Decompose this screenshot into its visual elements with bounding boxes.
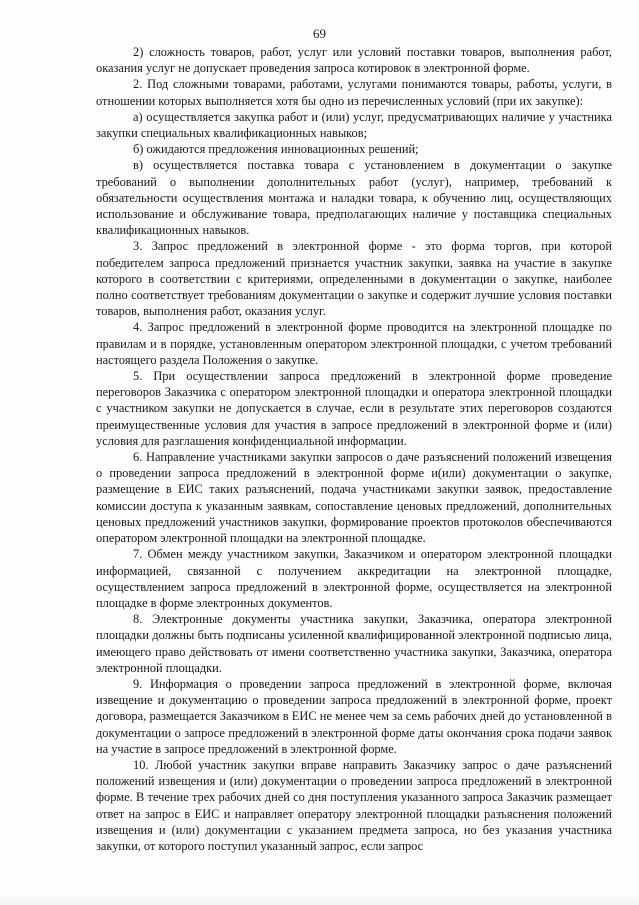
page-number: 69 (313, 26, 326, 41)
paragraph-2-complex-goods: 2. Под сложными товарами, работами, услугами понимаются товары, работы, услуги, в отношении которых выполняется хотя бы одно из перечисленных условий (при их закупке): (96, 77, 612, 108)
paragraph-item-2-complexity: 2) сложность товаров, работ, услуг или условий поставки товаров, выполнения работ, оказания услуг не допускает проведения запроса котировок в электронной форме. (96, 45, 612, 76)
paragraph-2a: а) осуществляется закупка работ и (или) услуг, предусматривающих наличие у участника закупки специальных квалификационных навыков; (96, 109, 612, 141)
paragraph-5: 5. При осуществлении запроса предложений в электронной форме проведение переговоров Заказчика с оператором электронной площадки и оператора электронной площадки с участником закупки не допускается в случае, если в результате этих переговоров создаются преимущественные условия для участия в запросе предложений в электронной форме и (или) условия для разглашения конфиденциальной информации. (96, 369, 612, 448)
paragraph-3: 3. Запрос предложений в электронной форме - это форма торгов, при которой победителем запроса предложений признается участник закупки, заявка на участие в закупке которого в соответствии с критериями, определенными в документации о закупке, наиболее полно соответствует требованиям документации о закупке и содержит лучшие условия поставки товаров, выполнения работ, оказания услуг. (96, 239, 612, 319)
paragraph-6: 6. Направление участниками закупки запросов о даче разъяснений положений извещения о проведении запроса предложений в электронной форме и(или) документации о закупке, размещение в ЕИС таких разъяснений, подача участниками закупки заявок, предоставление комиссии доступа к указанным заявкам, сопоставление ценовых предложений, дополнительных ценовых предложений участников закупки, формирование проектов протоколов обеспечиваются оператором электронной площадки на электронной площадке. (96, 450, 612, 546)
paragraph-8: 8. Электронные документы участника закупки, Заказчика, оператора электронной площадки должны быть подписаны усиленной квалифицированной электронной подписью лица, имеющего право действовать от имени соответственно участника закупки, Заказчика, оператора электронной площадки. (96, 612, 612, 675)
scan-bottom-edge (0, 895, 639, 905)
paragraph-7: 7. Обмен между участником закупки, Заказчиком и оператором электронной площадки информацией, связанной с получением аккредитации на электронной площадке, осуществлением запроса предложений в электронной форме, осуществляется на электронной площадке в форме электронных документов. (96, 547, 612, 610)
document-body (96, 44, 612, 854)
paragraph-9: 9. Информация о проведении запроса предложений в электронной форме, включая извещение и документацию о проведении запроса предложений в электронной форме, проект договора, размещается Заказчиком в ЕИС не менее чем за семь рабочих дней до установленной в документации о запросе предложений в электронной форме даты окончания срока подачи заявок на участие в запросе предложений в электронной форме. (96, 676, 612, 756)
paragraph-2v: в) осуществляется поставка товара с установлением в документации о закупке требований о выполнении дополнительных работ (услуг), например, требований к обязательности осуществления монтажа и наладки товара, к обучению лиц, осуществляющих использование и обслуживание товара, предполагающих наличие у поставщика специальных квалификационных навыков. (96, 158, 612, 238)
paragraph-10: 10. Любой участник закупки вправе направить Заказчику запрос о даче разъяснений положений извещения и (или) документации о проведении запроса предложений в электронной форме. В течение трех рабочих дней со дня поступления указанного запроса Заказчик размещает ответ на запрос в ЕИС и направляет оператору электронной площадки разъяснения положений извещения и (или) документации с указанием предмета запроса, но без указания участника закупки, от которого поступил указанный запрос, если запрос (96, 757, 612, 853)
paragraph-4: 4. Запрос предложений в электронной форме проводится на электронной площадке по правилам и в порядке, установленным оператором электронной площадки, с учетом требований настоящего раздела Положения о закупке. (96, 320, 612, 367)
paragraph-2b: б) ожидаются предложения инновационных решений; (133, 142, 419, 157)
